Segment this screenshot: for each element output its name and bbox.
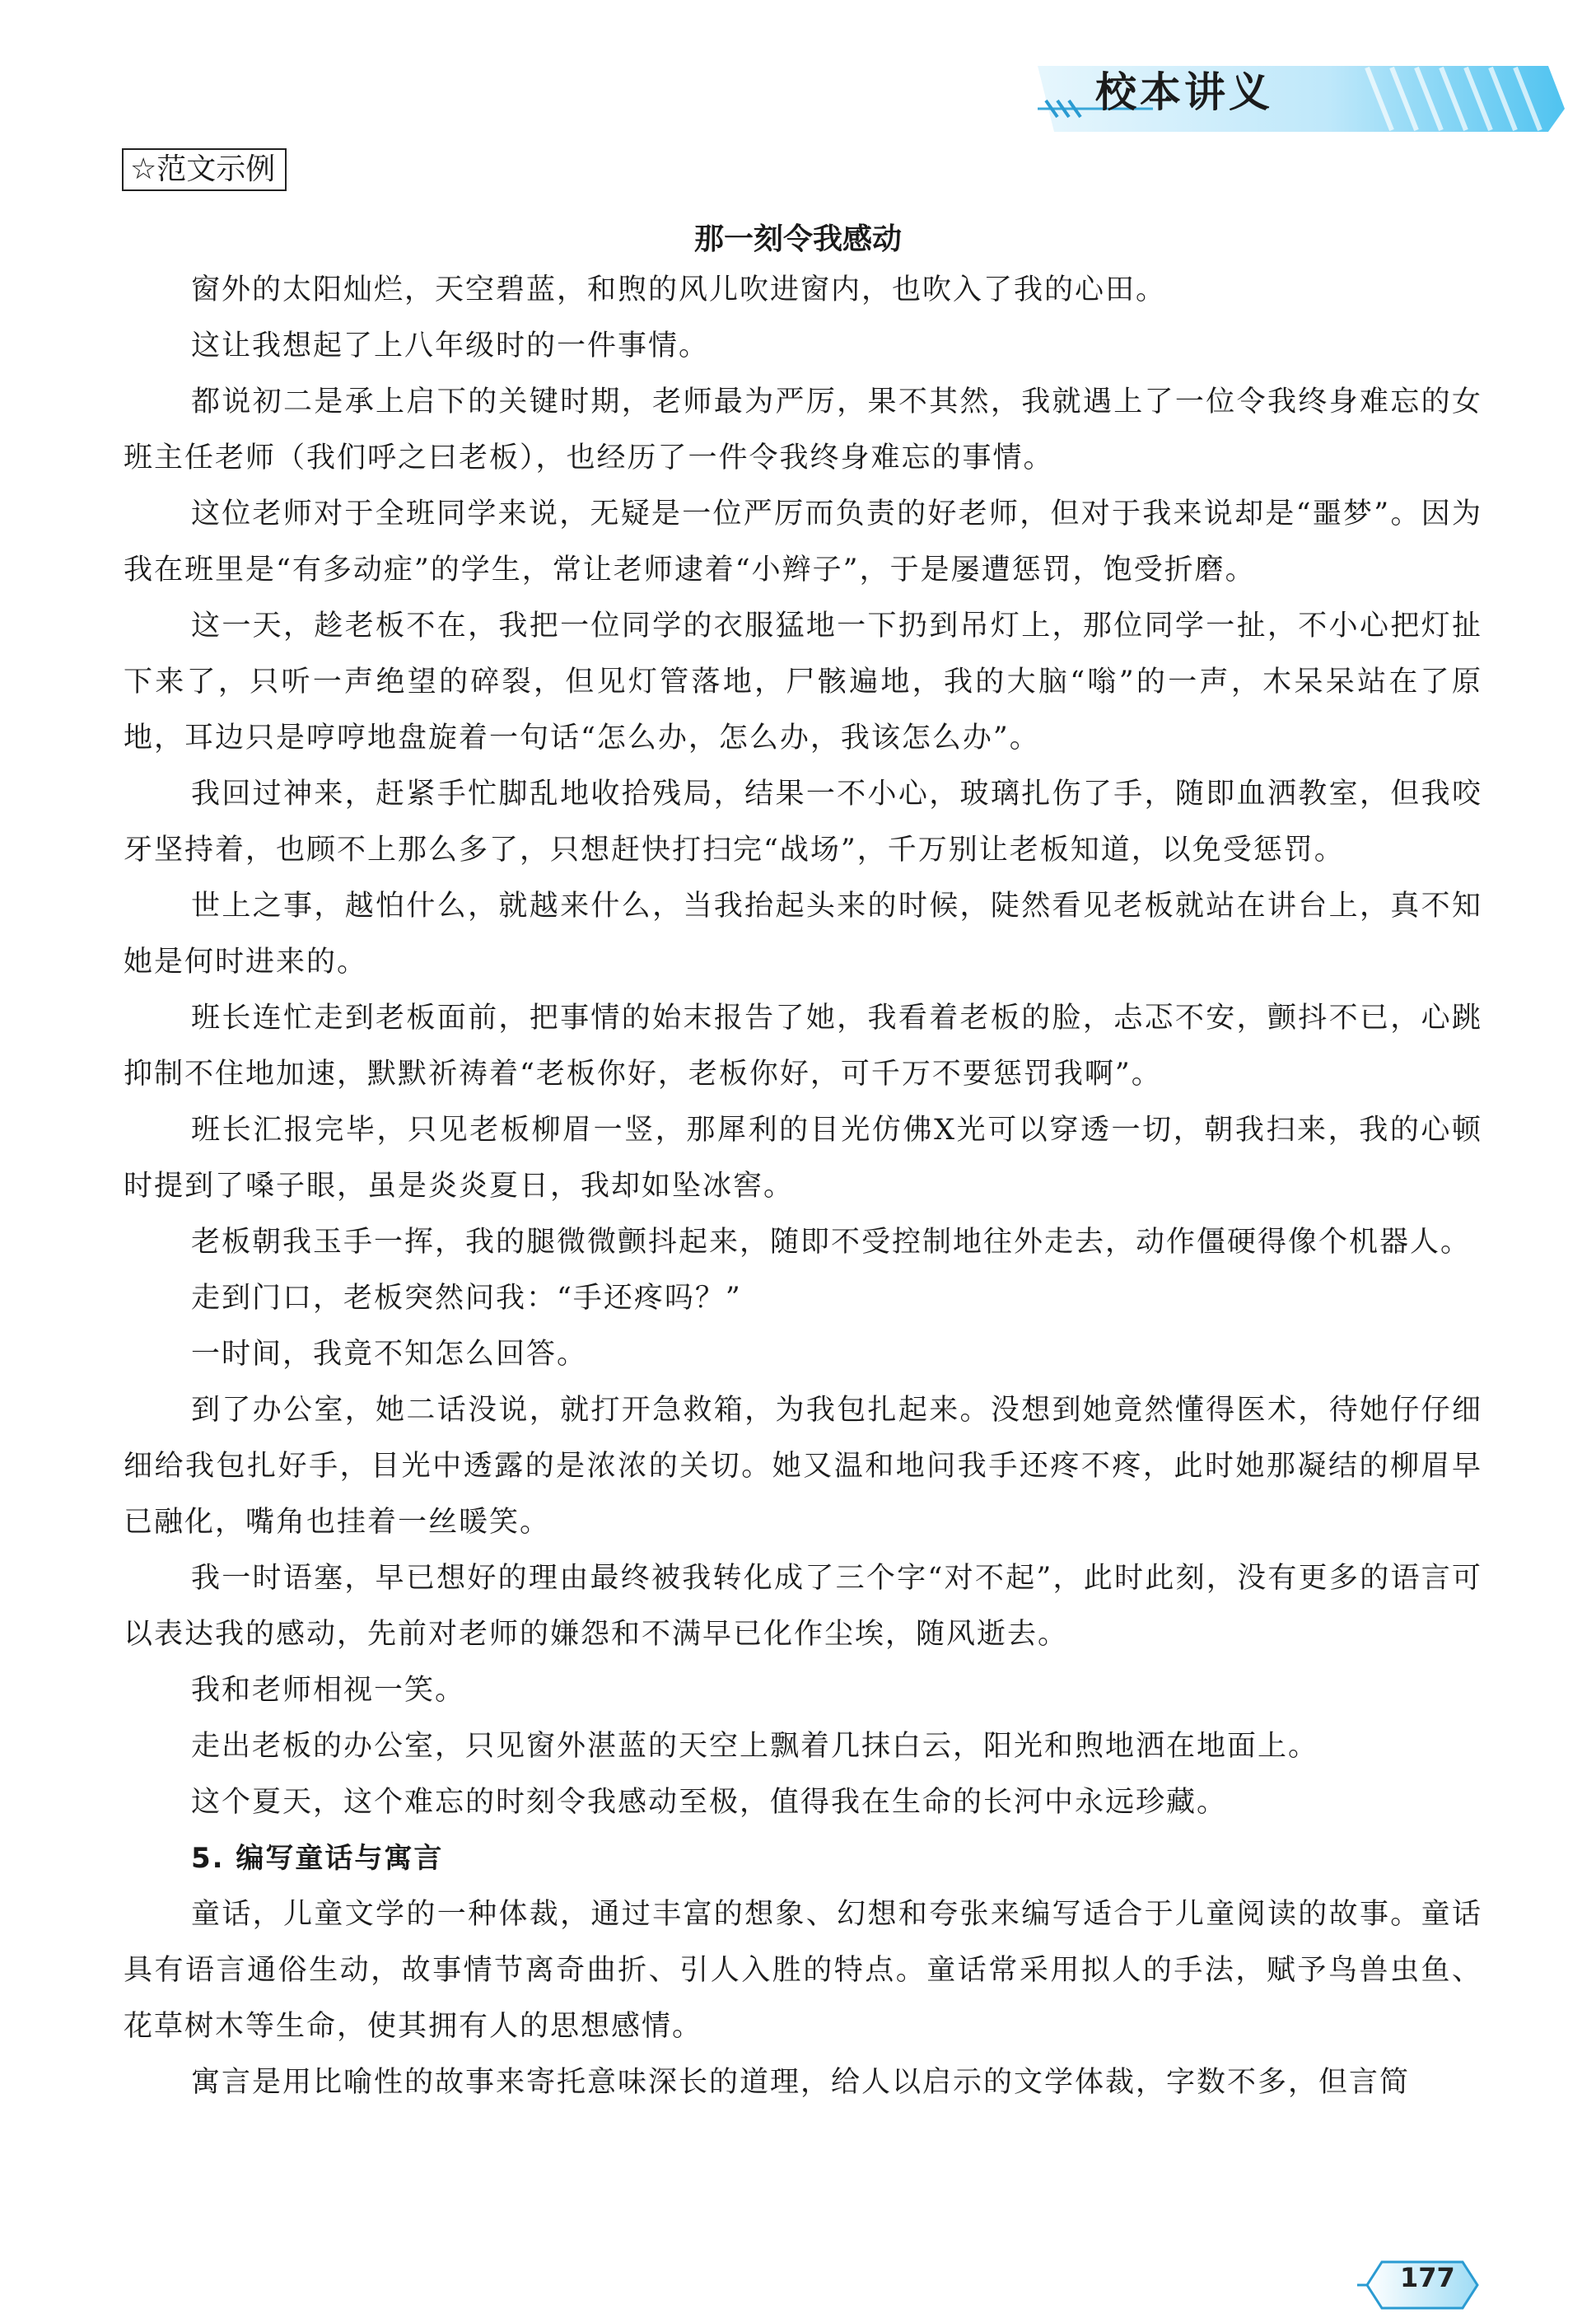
essay-paragraph: 老板朝我玉手一挥，我的腿微微颤抖起来，随即不受控制地往外走去，动作僵硬得像个机器人。 [191, 1226, 1472, 1259]
section-paragraph: 童话，儿童文学的一种体裁，通过丰富的想象、幻想和夸张来编写适合于儿童阅读的故事。童话具有语言通俗生动，故事情节离奇曲折、引人入胜的特点。童话常采用拟人的手法，赋予鸟兽虫鱼、花草树木等生命，使其拥有人的思想感情。 [124, 1898, 1482, 2043]
essay-paragraph: 我一时语塞，早已想好的理由最终被我转化成了三个字“对不起”，此时此刻，没有更多的语言可以表达我的感动，先前对老师的嫌怨和不满早已化作尘埃，随风逝去。 [124, 1562, 1482, 1651]
essay-paragraph: 世上之事，越怕什么，就越来什么，当我抬起头来的时候，陡然看见老板就站在讲台上，真不知她是何时进来的。 [124, 890, 1482, 979]
essay-paragraph: 这一天，趁老板不在，我把一位同学的衣服猛地一下扔到吊灯上，那位同学一扯，不小心把灯扯下来了，只听一声绝望的碎裂，但见灯管落地，尸骸遍地，我的大脑“嗡”的一声，木呆呆站在了原地，耳边只是哼哼地盘旋着一句话“怎么办，怎么办，我该怎么办”。 [124, 610, 1482, 755]
section-heading: 5. 编写童话与寓言 [191, 1842, 444, 1875]
essay-paragraph: 这位老师对于全班同学来说，无疑是一位严厉而负责的好老师，但对于我来说却是“噩梦”。因为我在班里是“有多动症”的学生，常让老师逮着“小辫子”，于是屡遭惩罚，饱受折磨。 [124, 498, 1482, 587]
essay-paragraph: 一时间，我竟不知怎么回答。 [191, 1338, 588, 1371]
section-paragraph: 寓言是用比喻性的故事来寄托意味深长的道理，给人以启示的文学体裁，字数不多，但言简 [191, 2066, 1411, 2099]
essay-paragraph: 到了办公室，她二话没说，就打开急救箱，为我包扎起来。没想到她竟然懂得医术，待她仔仔细细给我包扎好手，目光中透露的是浓浓的关切。她又温和地问我手还疼不疼，此时她那凝结的柳眉早已融化，嘴角也挂着一丝暖笑。 [124, 1394, 1482, 1539]
essay-paragraph: 班长连忙走到老板面前，把事情的始末报告了她，我看着老板的脸，忐忑不安，颤抖不已，心跳抑制不住地加速，默默祈祷着“老板你好，老板你好，可千万不要惩罚我啊”。 [124, 1002, 1482, 1091]
essay-paragraph: 班长汇报完毕，只见老板柳眉一竖，那犀利的目光仿佛X光可以穿透一切，朝我扫来，我的心顿时提到了嗓子眼，虽是炎炎夏日，我却如坠冰窖。 [124, 1114, 1482, 1203]
essay-paragraph: 这让我想起了上八年级时的一件事情。 [191, 329, 710, 362]
section-label: ☆范文示例 [122, 148, 287, 191]
page-number: 177 [1400, 2262, 1455, 2293]
header-title: 校本讲义 [1095, 68, 1273, 116]
essay-paragraph: 窗外的太阳灿烂，天空碧蓝，和煦的风儿吹进窗内，也吹入了我的心田。 [191, 273, 1167, 306]
essay-title: 那一刻令我感动 [693, 222, 902, 256]
essay-paragraph: 这个夏天，这个难忘的时刻令我感动至极，值得我在生命的长河中永远珍藏。 [191, 1786, 1228, 1819]
essay-paragraph: 我回过神来，赶紧手忙脚乱地收拾残局，结果一不小心，玻璃扎伤了手，随即血洒教室，但我咬牙坚持着，也顾不上那么多了，只想赶快打扫完“战场”，千万别让老板知道，以免受惩罚。 [124, 778, 1482, 867]
body-text [124, 262, 1482, 2110]
essay-paragraph: 走到门口，老板突然问我：“手还疼吗？” [191, 1282, 742, 1315]
essay-paragraph: 走出老板的办公室，只见窗外湛蓝的天空上飘着几抹白云，阳光和煦地洒在地面上。 [191, 1730, 1319, 1763]
essay-paragraph: 都说初二是承上启下的关键时期，老师最为严厉，果不其然，我就遇上了一位令我终身难忘的女班主任老师（我们呼之曰老板），也经历了一件令我终身难忘的事情。 [124, 386, 1482, 474]
essay-paragraph: 我和老师相视一笑。 [191, 1674, 466, 1707]
